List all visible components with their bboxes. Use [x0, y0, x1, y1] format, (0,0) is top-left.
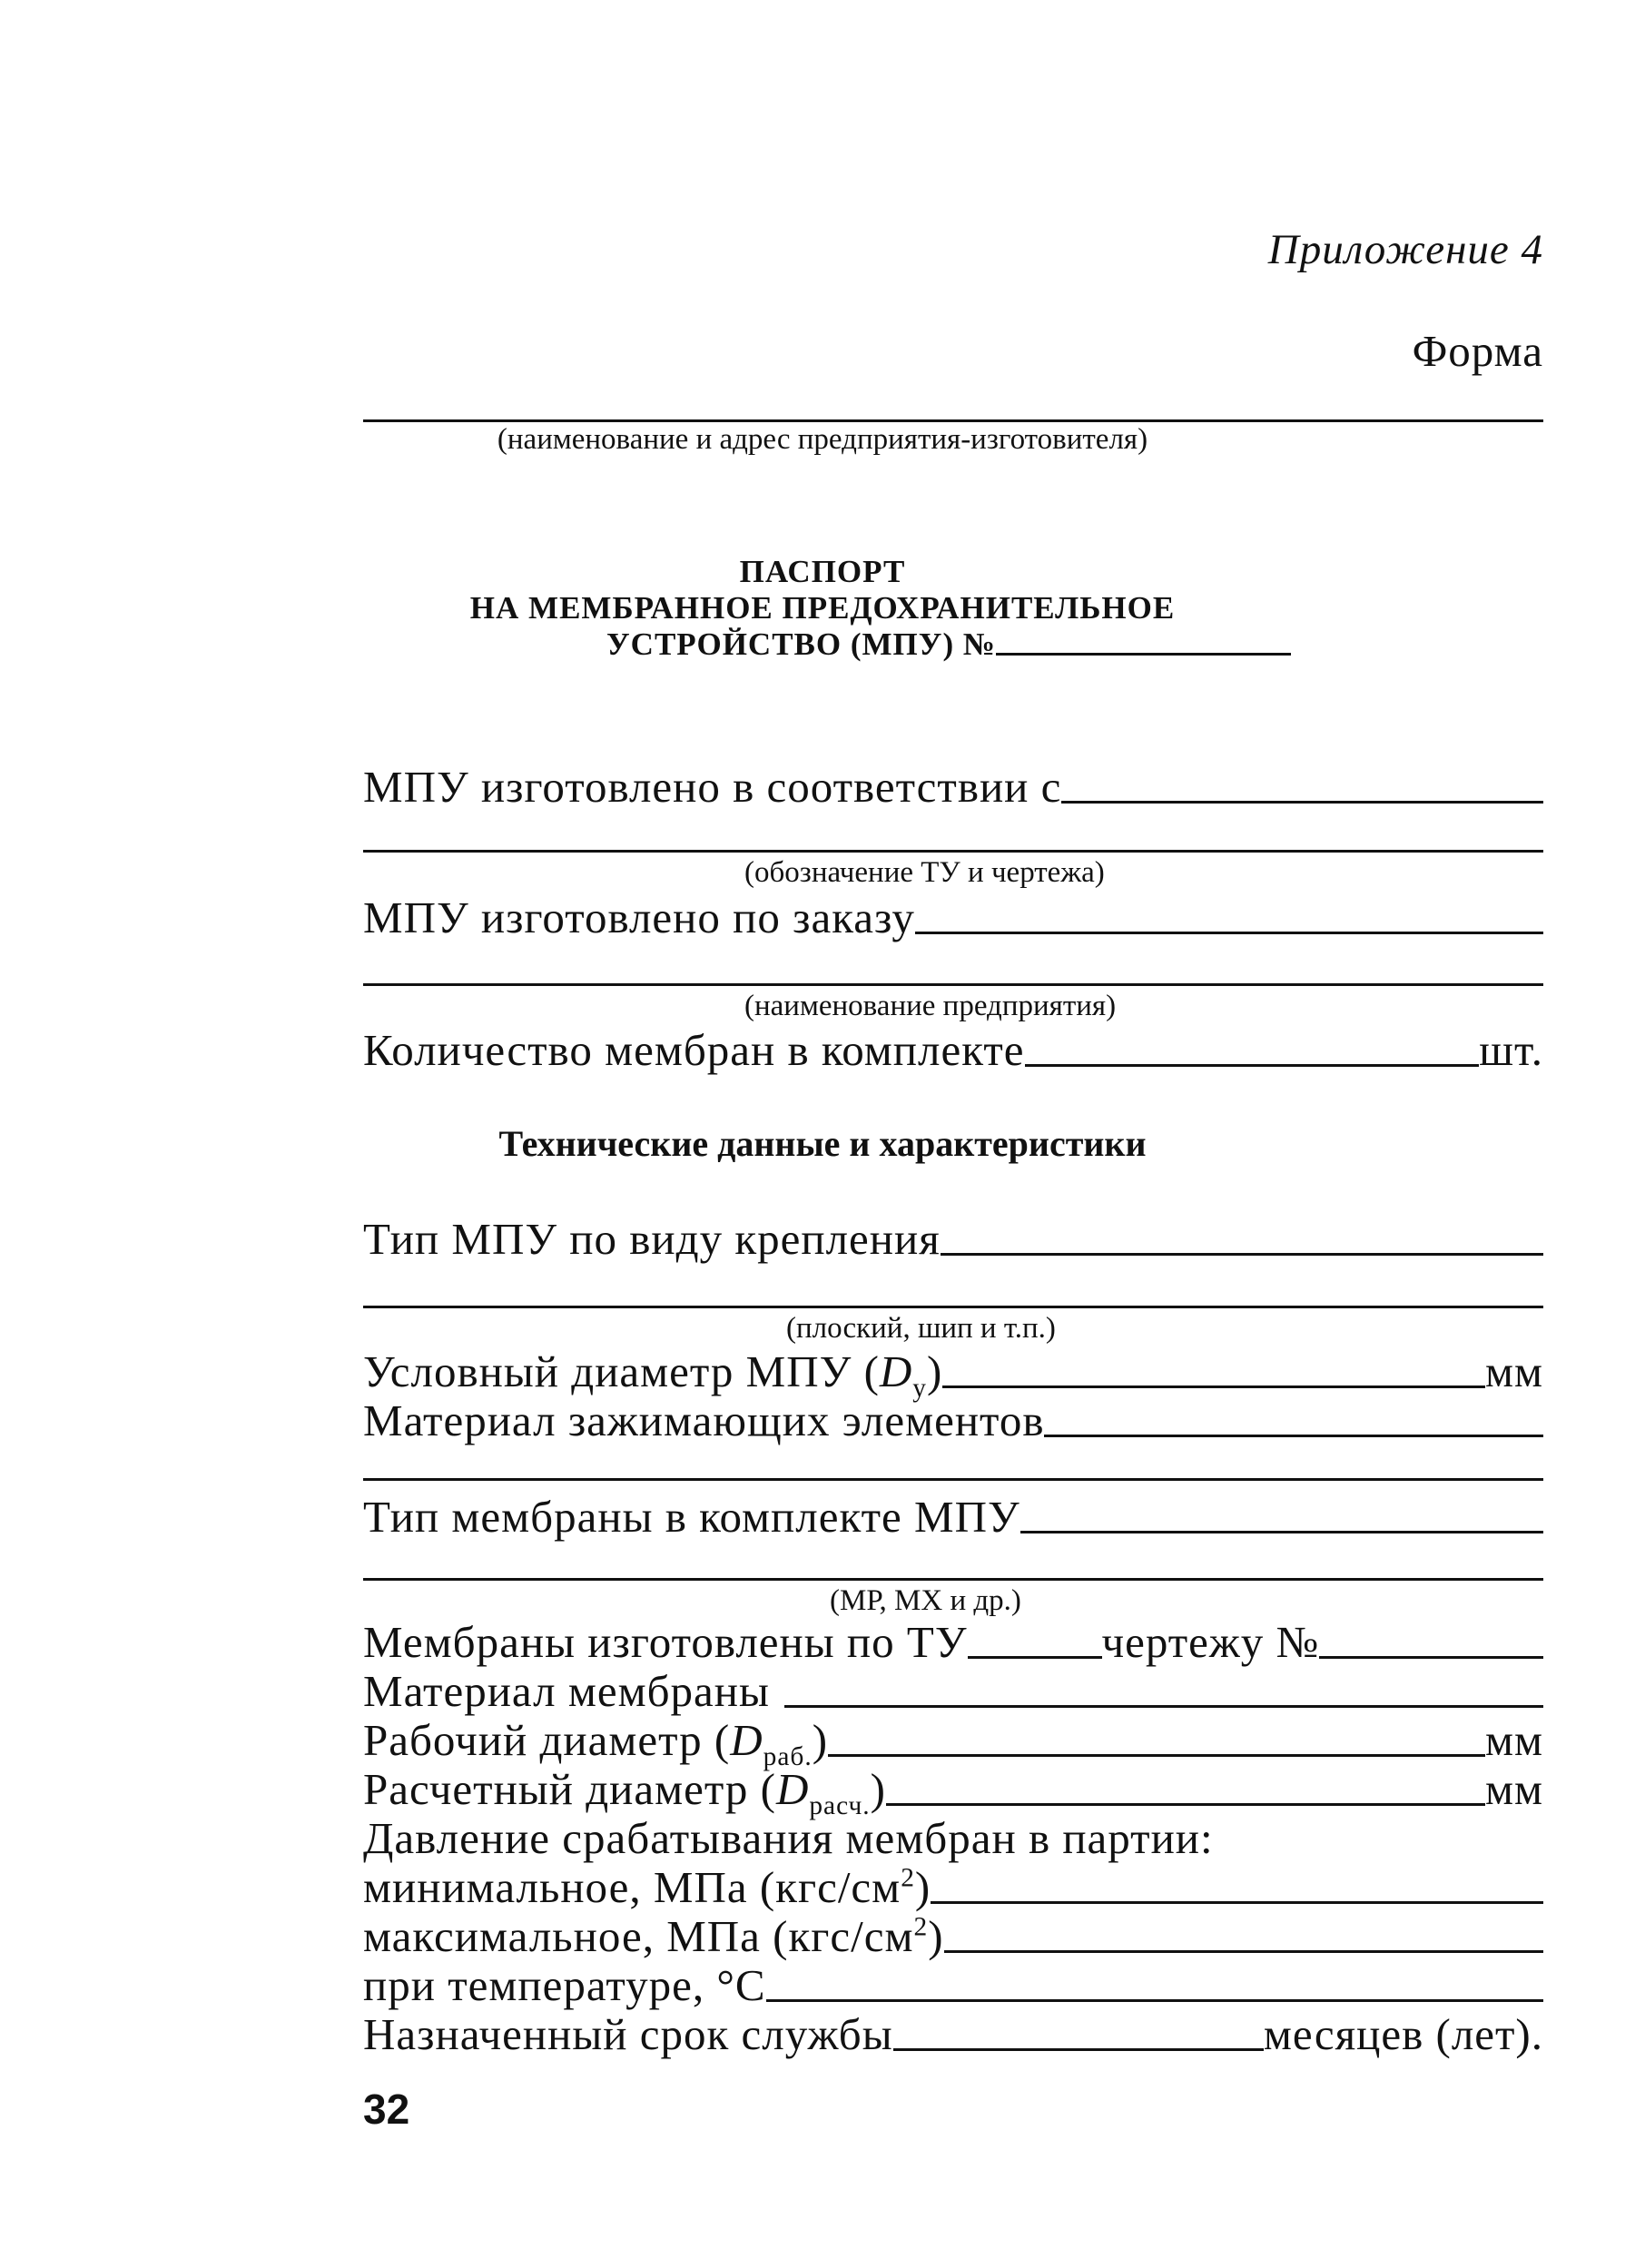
drawing-no-field[interactable]: [1319, 1656, 1543, 1659]
service-life-label: Назначенный срок службы: [363, 2009, 893, 2059]
made-per-tu-label: Мембраны изготовлены по ТУ: [363, 1617, 968, 1667]
made-by-order-line2[interactable]: [363, 983, 1543, 986]
title-line3-text: УСТРОЙСТВО (МПУ) №: [606, 626, 997, 662]
nominal-diameter-field[interactable]: [942, 1385, 1485, 1388]
mount-type-caption: (плоский, шип и т.п.): [786, 1312, 1056, 1345]
service-life-field[interactable]: [893, 2048, 1264, 2051]
made-per-line2[interactable]: [363, 850, 1543, 853]
made-by-order-label: МПУ изготовлено по заказу: [363, 892, 915, 942]
made-per-row: [363, 761, 1543, 813]
service-life-unit: месяцев (лет).: [1263, 2009, 1543, 2059]
nominal-diameter-unit: мм: [1484, 1346, 1543, 1396]
mount-type-label: Тип МПУ по виду крепления: [363, 1214, 941, 1264]
burst-pressure-row: [363, 1812, 1543, 1864]
min-pressure-field[interactable]: [931, 1901, 1543, 1904]
mount-type-row: [363, 1213, 1543, 1265]
work-diameter-row: [363, 1714, 1543, 1771]
membranes-count-label: Количество мембран в комплекте: [363, 1025, 1025, 1075]
clamp-material-line2[interactable]: [363, 1478, 1543, 1481]
membrane-material-label: Материал мембраны: [363, 1666, 770, 1716]
calc-diameter-field[interactable]: [886, 1803, 1485, 1806]
form-label: Форма: [1412, 326, 1543, 376]
tech-heading: Технические данные и характеристики: [498, 1123, 1147, 1164]
max-pressure-label: максимальное, МПа $(кгс/см^2)$: [363, 1911, 944, 1961]
made-by-order-row: [363, 892, 1543, 943]
calc-diameter-unit: мм: [1484, 1764, 1543, 1814]
clamp-material-field[interactable]: [1044, 1435, 1543, 1437]
min-pressure-label: минимальное, МПа $(кгс/см^2)$: [363, 1862, 931, 1912]
membranes-count-unit: шт.: [1479, 1025, 1543, 1075]
page-number: 32: [363, 2086, 410, 2133]
work-diameter-field[interactable]: [828, 1754, 1485, 1757]
clamp-material-label: Материал зажимающих элементов: [363, 1395, 1045, 1445]
service-life-row: [363, 2008, 1543, 2060]
membranes-count-field[interactable]: [1025, 1064, 1480, 1067]
clamp-material-row: [363, 1395, 1543, 1446]
membrane-type-field[interactable]: [1020, 1531, 1543, 1533]
manufacturer-line[interactable]: [363, 419, 1543, 422]
temperature-row: [363, 1959, 1543, 2011]
appendix-label: Приложение 4: [1267, 226, 1543, 273]
max-pressure-field[interactable]: [944, 1950, 1543, 1953]
membrane-type-caption: (МР, МХ и др.): [830, 1584, 1021, 1617]
membrane-type-line2[interactable]: [363, 1578, 1543, 1581]
membrane-material-row: [363, 1665, 1543, 1717]
made-per-field[interactable]: [1061, 801, 1543, 804]
temperature-field[interactable]: [766, 1999, 1543, 2002]
manufacturer-caption: (наименование и адрес предприятия-изготовителя): [497, 423, 1148, 456]
calc-diameter-label: Расчетный диаметр $(D_{расч.})$: [363, 1764, 886, 1820]
title-line1: ПАСПОРТ: [739, 554, 906, 589]
title-line3: [606, 626, 1291, 663]
made-by-order-field[interactable]: [915, 932, 1543, 934]
nominal-diameter-label: Условный диаметр МПУ $(D_у)$: [363, 1346, 943, 1403]
made-by-order-caption: (наименование предприятия): [744, 990, 1117, 1022]
max-pressure-row: [363, 1910, 1543, 1962]
membrane-material-field[interactable]: [784, 1705, 1543, 1708]
mount-type-line2[interactable]: [363, 1306, 1543, 1308]
work-diameter-label: Рабочий диаметр $(D_{раб.})$: [363, 1715, 829, 1771]
burst-pressure-label: Давление срабатывания мембран в партии:: [363, 1813, 1214, 1863]
made-per-tu-row: [363, 1616, 1543, 1668]
made-per-caption: (обозначение ТУ и чертежа): [744, 856, 1105, 889]
membrane-type-label: Тип мембраны в комплекте МПУ: [363, 1492, 1020, 1542]
passport-number-field[interactable]: [996, 653, 1291, 656]
title-line2: НА МЕМБРАННОЕ ПРЕДОХРАНИТЕЛЬНОЕ: [469, 590, 1176, 626]
membrane-type-row: [363, 1491, 1543, 1543]
made-per-tu-field[interactable]: [968, 1656, 1102, 1659]
calc-diameter-row: [363, 1763, 1543, 1820]
drawing-no-label: чертежу №: [1101, 1617, 1320, 1667]
membranes-count-row: [363, 1024, 1543, 1076]
made-per-label: МПУ изготовлено в соответствии с: [363, 762, 1062, 812]
work-diameter-unit: мм: [1484, 1715, 1543, 1765]
temperature-label: при температуре, °С: [363, 1960, 766, 2010]
min-pressure-row: [363, 1861, 1543, 1913]
nominal-diameter-row: [363, 1346, 1543, 1403]
mount-type-field[interactable]: [941, 1253, 1543, 1256]
